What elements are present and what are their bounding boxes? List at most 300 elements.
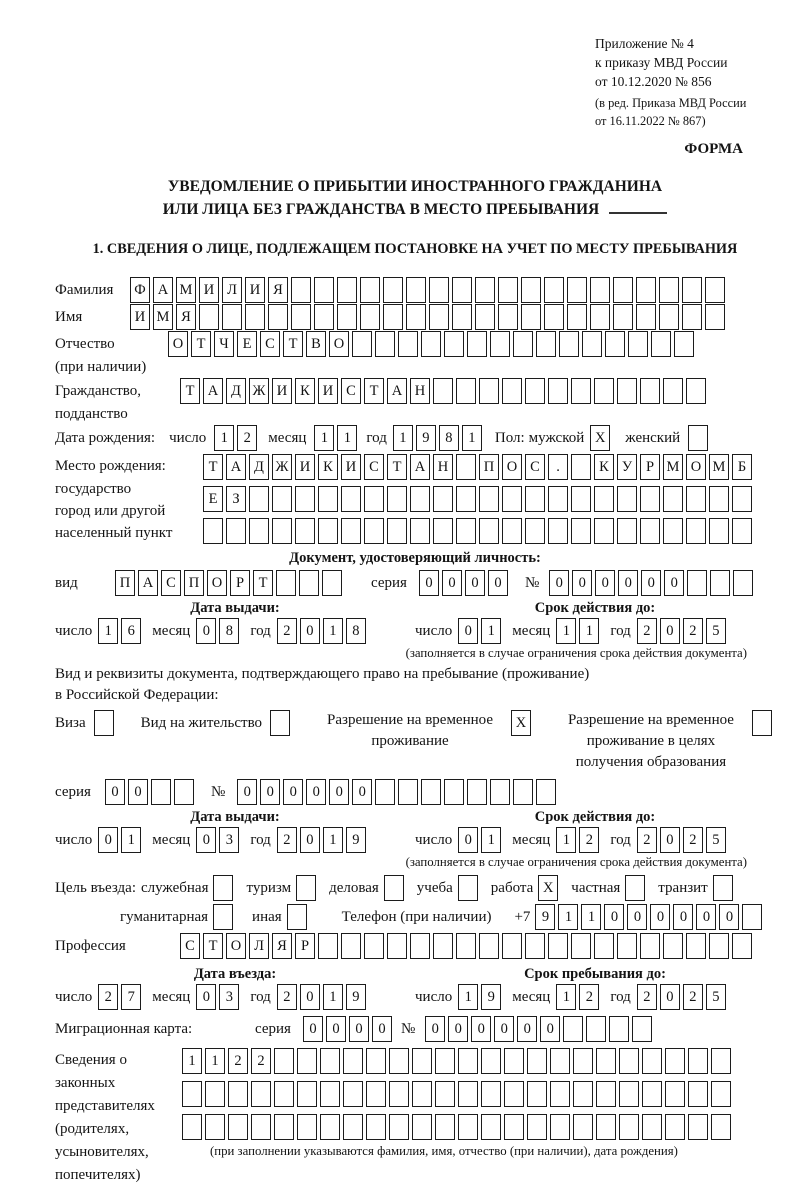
form-cell[interactable]: [640, 486, 660, 512]
form-cell[interactable]: [682, 277, 702, 303]
form-cell[interactable]: Ч: [214, 331, 234, 357]
form-cell[interactable]: [226, 518, 246, 544]
form-cell[interactable]: 0: [660, 984, 680, 1010]
form-cell[interactable]: [320, 1048, 340, 1074]
form-cell[interactable]: [182, 1114, 202, 1140]
form-cell[interactable]: 0: [595, 570, 615, 596]
form-cell[interactable]: И: [199, 277, 219, 303]
form-cell[interactable]: [663, 486, 683, 512]
form-cell[interactable]: 0: [300, 984, 320, 1010]
form-cell[interactable]: [410, 518, 430, 544]
form-cell[interactable]: 0: [448, 1016, 468, 1042]
form-cell[interactable]: Ф: [130, 277, 150, 303]
form-cell[interactable]: 1: [314, 425, 334, 451]
form-cell[interactable]: [632, 1016, 652, 1042]
form-cell[interactable]: [366, 1081, 386, 1107]
form-cell[interactable]: [619, 1114, 639, 1140]
form-cell[interactable]: 8: [346, 618, 366, 644]
form-cell[interactable]: М: [176, 277, 196, 303]
form-cell[interactable]: [498, 304, 518, 330]
form-cell[interactable]: [663, 518, 683, 544]
form-cell[interactable]: [498, 277, 518, 303]
form-cell[interactable]: [318, 486, 338, 512]
form-cell[interactable]: [398, 779, 418, 805]
form-cell[interactable]: 0: [300, 618, 320, 644]
form-cell[interactable]: [536, 331, 556, 357]
form-cell[interactable]: С: [364, 454, 384, 480]
form-cell[interactable]: 1: [558, 904, 578, 930]
form-cell[interactable]: [452, 304, 472, 330]
form-cell[interactable]: [665, 1081, 685, 1107]
form-cell[interactable]: 1: [581, 904, 601, 930]
form-cell[interactable]: Д: [226, 378, 246, 404]
form-cell[interactable]: И: [245, 277, 265, 303]
form-cell[interactable]: [571, 454, 591, 480]
form-cell[interactable]: [458, 875, 478, 901]
form-cell[interactable]: 0: [458, 827, 478, 853]
form-cell[interactable]: К: [295, 378, 315, 404]
form-cell[interactable]: [366, 1048, 386, 1074]
form-cell[interactable]: 9: [416, 425, 436, 451]
form-cell[interactable]: [387, 486, 407, 512]
form-cell[interactable]: 1: [121, 827, 141, 853]
form-cell[interactable]: [364, 933, 384, 959]
form-cell[interactable]: [429, 304, 449, 330]
form-cell[interactable]: А: [387, 378, 407, 404]
form-cell[interactable]: [640, 933, 660, 959]
form-cell[interactable]: [582, 331, 602, 357]
form-cell[interactable]: [705, 304, 725, 330]
form-cell[interactable]: [458, 1114, 478, 1140]
form-cell[interactable]: 1: [323, 618, 343, 644]
form-cell[interactable]: [504, 1048, 524, 1074]
form-cell[interactable]: 2: [251, 1048, 271, 1074]
form-cell[interactable]: 0: [260, 779, 280, 805]
form-cell[interactable]: [291, 304, 311, 330]
form-cell[interactable]: 5: [706, 827, 726, 853]
form-cell[interactable]: [366, 1114, 386, 1140]
form-cell[interactable]: М: [153, 304, 173, 330]
form-cell[interactable]: Р: [295, 933, 315, 959]
form-cell[interactable]: [456, 933, 476, 959]
form-cell[interactable]: [412, 1048, 432, 1074]
form-cell[interactable]: П: [479, 454, 499, 480]
form-cell[interactable]: [513, 331, 533, 357]
form-cell[interactable]: [412, 1081, 432, 1107]
form-cell[interactable]: [384, 875, 404, 901]
form-cell[interactable]: 1: [205, 1048, 225, 1074]
form-cell[interactable]: 9: [535, 904, 555, 930]
form-cell[interactable]: [421, 779, 441, 805]
form-cell[interactable]: [341, 518, 361, 544]
form-cell[interactable]: 0: [488, 570, 508, 596]
form-cell[interactable]: 1: [556, 618, 576, 644]
form-cell[interactable]: 2: [277, 984, 297, 1010]
form-cell[interactable]: 0: [618, 570, 638, 596]
form-cell[interactable]: [642, 1114, 662, 1140]
form-cell[interactable]: 2: [237, 425, 257, 451]
form-cell[interactable]: 1: [337, 425, 357, 451]
form-cell[interactable]: 1: [481, 618, 501, 644]
form-cell[interactable]: [590, 277, 610, 303]
form-cell[interactable]: 2: [637, 984, 657, 1010]
form-cell[interactable]: [548, 933, 568, 959]
form-cell[interactable]: [452, 277, 472, 303]
form-cell[interactable]: [481, 1081, 501, 1107]
form-cell[interactable]: [504, 1114, 524, 1140]
form-cell[interactable]: [567, 277, 587, 303]
form-cell[interactable]: [245, 304, 265, 330]
form-cell[interactable]: 0: [471, 1016, 491, 1042]
form-cell[interactable]: [628, 331, 648, 357]
form-cell[interactable]: [636, 277, 656, 303]
form-cell[interactable]: [481, 1114, 501, 1140]
form-cell[interactable]: [433, 518, 453, 544]
form-cell[interactable]: 0: [306, 779, 326, 805]
form-cell[interactable]: [571, 486, 591, 512]
form-cell[interactable]: [571, 933, 591, 959]
form-cell[interactable]: [276, 570, 296, 596]
form-cell[interactable]: [341, 486, 361, 512]
form-cell[interactable]: 0: [283, 779, 303, 805]
form-cell[interactable]: [594, 486, 614, 512]
form-cell[interactable]: [205, 1114, 225, 1140]
form-cell[interactable]: 0: [196, 984, 216, 1010]
form-cell[interactable]: [94, 710, 114, 736]
form-cell[interactable]: [274, 1114, 294, 1140]
form-cell[interactable]: [410, 933, 430, 959]
form-cell[interactable]: [705, 277, 725, 303]
form-cell[interactable]: [249, 518, 269, 544]
form-cell[interactable]: 0: [517, 1016, 537, 1042]
form-cell[interactable]: Л: [249, 933, 269, 959]
form-cell[interactable]: [613, 277, 633, 303]
form-cell[interactable]: [314, 304, 334, 330]
form-cell[interactable]: [337, 277, 357, 303]
form-cell[interactable]: [548, 486, 568, 512]
form-cell[interactable]: [456, 486, 476, 512]
form-cell[interactable]: [525, 518, 545, 544]
form-cell[interactable]: [406, 277, 426, 303]
form-cell[interactable]: [458, 1048, 478, 1074]
form-cell[interactable]: 8: [439, 425, 459, 451]
form-cell[interactable]: Я: [268, 277, 288, 303]
form-cell[interactable]: 0: [660, 827, 680, 853]
form-cell[interactable]: 0: [650, 904, 670, 930]
form-cell[interactable]: Р: [230, 570, 250, 596]
form-cell[interactable]: П: [115, 570, 135, 596]
form-cell[interactable]: 0: [627, 904, 647, 930]
form-cell[interactable]: [343, 1114, 363, 1140]
form-cell[interactable]: [502, 933, 522, 959]
form-cell[interactable]: И: [272, 378, 292, 404]
form-cell[interactable]: [665, 1048, 685, 1074]
form-cell[interactable]: [502, 486, 522, 512]
form-cell[interactable]: Я: [272, 933, 292, 959]
form-cell[interactable]: 2: [637, 618, 657, 644]
form-cell[interactable]: 2: [683, 984, 703, 1010]
form-cell[interactable]: Р: [640, 454, 660, 480]
form-cell[interactable]: [659, 304, 679, 330]
form-cell[interactable]: 9: [346, 827, 366, 853]
form-cell[interactable]: 0: [465, 570, 485, 596]
form-cell[interactable]: 9: [481, 984, 501, 1010]
form-cell[interactable]: [297, 1114, 317, 1140]
form-cell[interactable]: 2: [98, 984, 118, 1010]
form-cell[interactable]: [174, 779, 194, 805]
form-cell[interactable]: 1: [462, 425, 482, 451]
form-cell[interactable]: [642, 1048, 662, 1074]
form-cell[interactable]: Н: [410, 378, 430, 404]
form-cell[interactable]: [521, 277, 541, 303]
form-cell[interactable]: 2: [579, 984, 599, 1010]
form-cell[interactable]: [709, 518, 729, 544]
form-cell[interactable]: [406, 304, 426, 330]
form-cell[interactable]: [527, 1114, 547, 1140]
form-cell[interactable]: [513, 779, 533, 805]
form-cell[interactable]: [617, 486, 637, 512]
form-cell[interactable]: [299, 570, 319, 596]
form-cell[interactable]: [504, 1081, 524, 1107]
form-cell[interactable]: [337, 304, 357, 330]
form-cell[interactable]: [490, 331, 510, 357]
form-cell[interactable]: [182, 1081, 202, 1107]
form-cell[interactable]: 1: [323, 827, 343, 853]
form-cell[interactable]: [458, 1081, 478, 1107]
form-cell[interactable]: [318, 518, 338, 544]
form-cell[interactable]: А: [226, 454, 246, 480]
form-cell[interactable]: [387, 518, 407, 544]
form-cell[interactable]: 7: [121, 984, 141, 1010]
form-cell[interactable]: [732, 486, 752, 512]
form-cell[interactable]: У: [617, 454, 637, 480]
form-cell[interactable]: X: [538, 875, 558, 901]
form-cell[interactable]: 1: [556, 984, 576, 1010]
form-cell[interactable]: [352, 331, 372, 357]
form-cell[interactable]: [688, 425, 708, 451]
form-cell[interactable]: Т: [283, 331, 303, 357]
form-cell[interactable]: X: [511, 710, 531, 736]
form-cell[interactable]: 3: [219, 984, 239, 1010]
form-cell[interactable]: [527, 1081, 547, 1107]
form-cell[interactable]: [544, 277, 564, 303]
form-cell[interactable]: [502, 378, 522, 404]
form-cell[interactable]: [573, 1081, 593, 1107]
form-cell[interactable]: Е: [237, 331, 257, 357]
form-cell[interactable]: 0: [326, 1016, 346, 1042]
form-cell[interactable]: [525, 378, 545, 404]
form-cell[interactable]: Н: [433, 454, 453, 480]
form-cell[interactable]: [687, 570, 707, 596]
form-cell[interactable]: [709, 933, 729, 959]
form-cell[interactable]: 0: [673, 904, 693, 930]
form-cell[interactable]: [389, 1114, 409, 1140]
form-cell[interactable]: 0: [572, 570, 592, 596]
form-cell[interactable]: И: [295, 454, 315, 480]
form-cell[interactable]: [435, 1048, 455, 1074]
form-cell[interactable]: 0: [196, 618, 216, 644]
form-cell[interactable]: [548, 378, 568, 404]
form-cell[interactable]: З: [226, 486, 246, 512]
form-cell[interactable]: П: [184, 570, 204, 596]
form-cell[interactable]: 0: [196, 827, 216, 853]
form-cell[interactable]: 0: [604, 904, 624, 930]
form-cell[interactable]: [295, 518, 315, 544]
form-cell[interactable]: [421, 331, 441, 357]
form-cell[interactable]: [752, 710, 772, 736]
form-cell[interactable]: 2: [277, 618, 297, 644]
form-cell[interactable]: [732, 518, 752, 544]
form-cell[interactable]: [550, 1048, 570, 1074]
form-cell[interactable]: 0: [425, 1016, 445, 1042]
form-cell[interactable]: И: [130, 304, 150, 330]
form-cell[interactable]: [674, 331, 694, 357]
form-cell[interactable]: 0: [494, 1016, 514, 1042]
form-cell[interactable]: 1: [98, 618, 118, 644]
form-cell[interactable]: [270, 710, 290, 736]
form-cell[interactable]: [688, 1081, 708, 1107]
form-cell[interactable]: [617, 518, 637, 544]
form-cell[interactable]: [375, 331, 395, 357]
form-cell[interactable]: [249, 486, 269, 512]
form-cell[interactable]: [375, 779, 395, 805]
form-cell[interactable]: Т: [203, 933, 223, 959]
form-cell[interactable]: [274, 1048, 294, 1074]
form-cell[interactable]: [625, 875, 645, 901]
form-cell[interactable]: С: [525, 454, 545, 480]
form-cell[interactable]: [527, 1048, 547, 1074]
form-cell[interactable]: [594, 518, 614, 544]
form-cell[interactable]: [341, 933, 361, 959]
form-cell[interactable]: А: [203, 378, 223, 404]
form-cell[interactable]: 9: [346, 984, 366, 1010]
form-cell[interactable]: [343, 1048, 363, 1074]
form-cell[interactable]: [663, 933, 683, 959]
form-cell[interactable]: 1: [579, 618, 599, 644]
form-cell[interactable]: 2: [683, 618, 703, 644]
form-cell[interactable]: 1: [393, 425, 413, 451]
form-cell[interactable]: 2: [683, 827, 703, 853]
form-cell[interactable]: [710, 570, 730, 596]
form-cell[interactable]: [563, 1016, 583, 1042]
form-cell[interactable]: [429, 277, 449, 303]
form-cell[interactable]: [536, 779, 556, 805]
form-cell[interactable]: Ж: [272, 454, 292, 480]
form-cell[interactable]: [479, 378, 499, 404]
form-cell[interactable]: [251, 1081, 271, 1107]
form-cell[interactable]: [320, 1114, 340, 1140]
form-cell[interactable]: 1: [556, 827, 576, 853]
form-cell[interactable]: [686, 518, 706, 544]
form-cell[interactable]: 0: [719, 904, 739, 930]
form-cell[interactable]: 0: [237, 779, 257, 805]
form-cell[interactable]: [688, 1114, 708, 1140]
form-cell[interactable]: К: [594, 454, 614, 480]
form-cell[interactable]: 0: [349, 1016, 369, 1042]
form-cell[interactable]: [733, 570, 753, 596]
form-cell[interactable]: 0: [105, 779, 125, 805]
form-cell[interactable]: [479, 486, 499, 512]
form-cell[interactable]: 0: [300, 827, 320, 853]
form-cell[interactable]: [640, 378, 660, 404]
form-cell[interactable]: [444, 779, 464, 805]
form-cell[interactable]: [389, 1081, 409, 1107]
form-cell[interactable]: [713, 875, 733, 901]
form-cell[interactable]: 0: [664, 570, 684, 596]
form-cell[interactable]: [291, 277, 311, 303]
form-cell[interactable]: .: [548, 454, 568, 480]
form-cell[interactable]: 1: [182, 1048, 202, 1074]
form-cell[interactable]: Д: [249, 454, 269, 480]
form-cell[interactable]: [314, 277, 334, 303]
form-cell[interactable]: [605, 331, 625, 357]
form-cell[interactable]: И: [341, 454, 361, 480]
form-cell[interactable]: [433, 486, 453, 512]
form-cell[interactable]: [617, 933, 637, 959]
form-cell[interactable]: [383, 304, 403, 330]
form-cell[interactable]: 2: [579, 827, 599, 853]
form-cell[interactable]: [596, 1114, 616, 1140]
form-cell[interactable]: [573, 1048, 593, 1074]
form-cell[interactable]: [711, 1081, 731, 1107]
form-cell[interactable]: 0: [419, 570, 439, 596]
form-cell[interactable]: [711, 1048, 731, 1074]
form-cell[interactable]: [682, 304, 702, 330]
form-cell[interactable]: 0: [641, 570, 661, 596]
form-cell[interactable]: [151, 779, 171, 805]
form-cell[interactable]: [502, 518, 522, 544]
form-cell[interactable]: 0: [442, 570, 462, 596]
form-cell[interactable]: [548, 518, 568, 544]
form-cell[interactable]: 3: [219, 827, 239, 853]
form-cell[interactable]: 5: [706, 984, 726, 1010]
form-cell[interactable]: О: [686, 454, 706, 480]
form-cell[interactable]: 1: [214, 425, 234, 451]
form-cell[interactable]: [272, 486, 292, 512]
form-cell[interactable]: 5: [706, 618, 726, 644]
form-cell[interactable]: [665, 1114, 685, 1140]
form-cell[interactable]: [456, 518, 476, 544]
form-cell[interactable]: [203, 518, 223, 544]
form-cell[interactable]: [274, 1081, 294, 1107]
form-cell[interactable]: [320, 1081, 340, 1107]
form-cell[interactable]: [688, 1048, 708, 1074]
form-cell[interactable]: Т: [387, 454, 407, 480]
form-cell[interactable]: [383, 277, 403, 303]
form-cell[interactable]: 0: [540, 1016, 560, 1042]
form-cell[interactable]: 0: [372, 1016, 392, 1042]
form-cell[interactable]: О: [226, 933, 246, 959]
form-cell[interactable]: [642, 1081, 662, 1107]
form-cell[interactable]: [636, 304, 656, 330]
form-cell[interactable]: [619, 1048, 639, 1074]
form-cell[interactable]: [467, 779, 487, 805]
form-cell[interactable]: [199, 304, 219, 330]
form-cell[interactable]: [398, 331, 418, 357]
form-cell[interactable]: [711, 1114, 731, 1140]
form-cell[interactable]: [213, 875, 233, 901]
form-cell[interactable]: С: [260, 331, 280, 357]
form-cell[interactable]: [364, 518, 384, 544]
form-cell[interactable]: О: [207, 570, 227, 596]
form-cell[interactable]: [594, 378, 614, 404]
form-cell[interactable]: [389, 1048, 409, 1074]
form-cell[interactable]: [709, 486, 729, 512]
form-cell[interactable]: [251, 1114, 271, 1140]
form-cell[interactable]: [559, 331, 579, 357]
form-cell[interactable]: [686, 486, 706, 512]
form-cell[interactable]: [521, 304, 541, 330]
